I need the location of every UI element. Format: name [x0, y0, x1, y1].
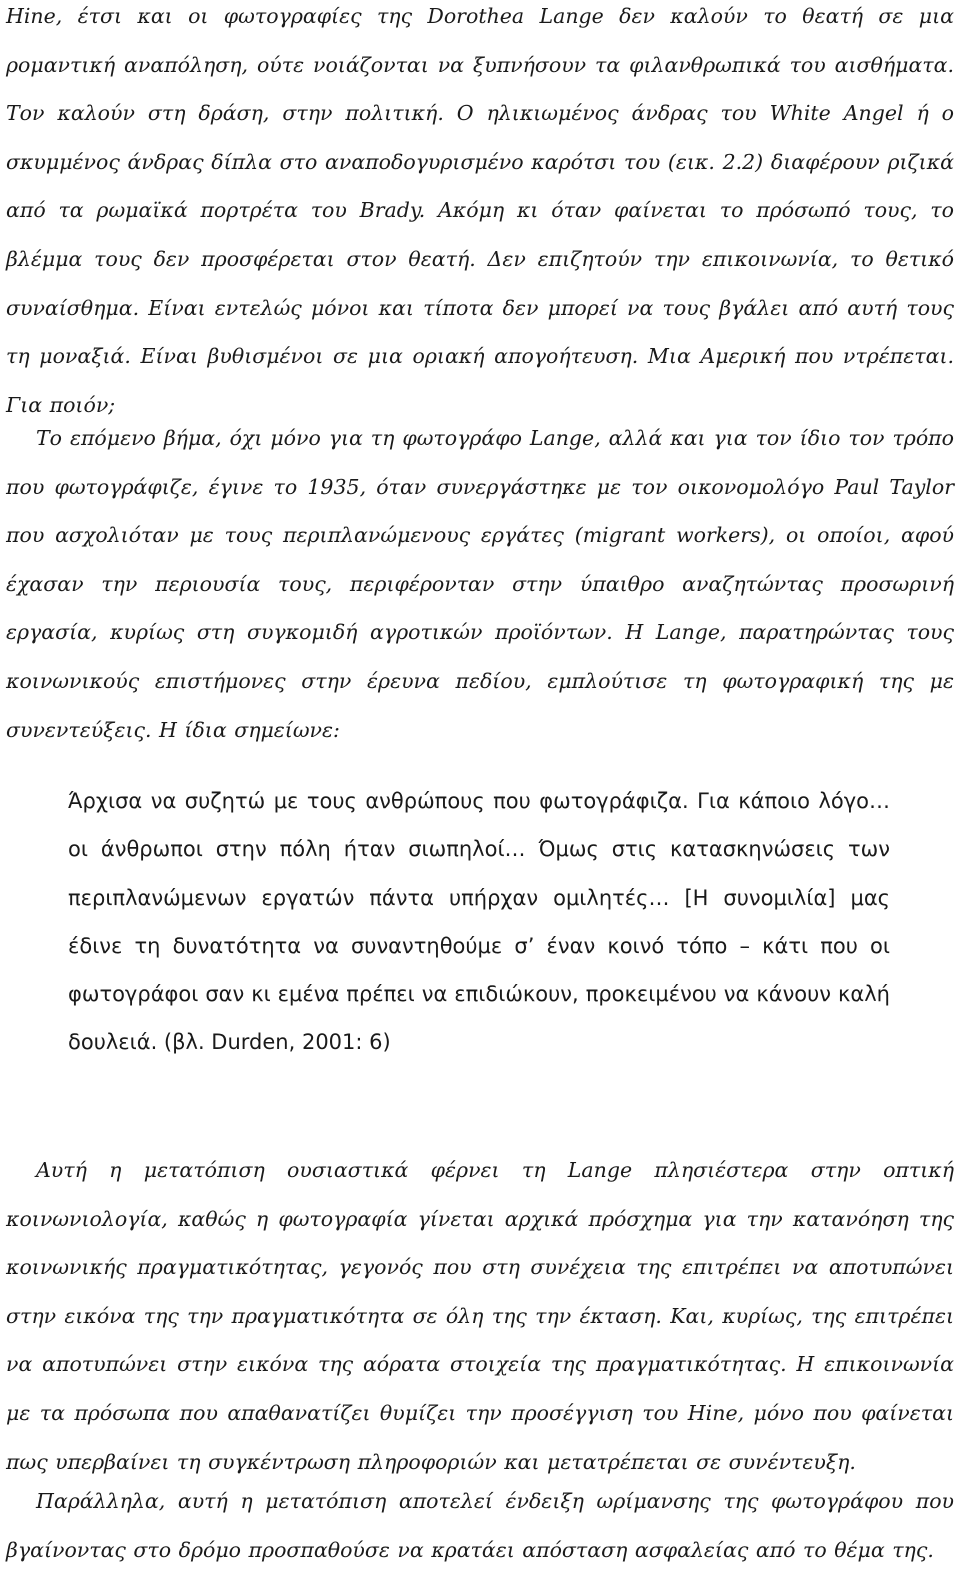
paragraph-hine-lange: Hine, έτσι και οι φωτογραφίες της Dorothea Lange δεν καλούν το θεατή σε μια ρομαντική αναπόληση, ούτε νοιάζονται να ξυπνήσουν τα φιλανθρωπικά του αισθήματα. Τον καλούν στη δράση, στην πολιτική. Ο ηλικιωμένος άνδρας του White Angel ή ο σκυμμένος άνδρας δίπλα στο αναποδογυρισμένο καρότσι του (εικ. 2.2) διαφέρουν ριζικά από τα ρωμαϊκά πορτρέτα του Brady. Ακόμη κι όταν φαίνεται το πρόσωπό τους, το βλέμμα τους δεν προσφέρεται στον θεατή. Δεν επιζητούν την επικοινωνία, το θετικό συναίσθημα. Είναι εντελώς μόνοι και τίποτα δεν μπορεί να τους βγάλει από αυτή τους τη μοναξιά. Είναι βυθισμένοι σε μια οριακή απογοήτευση. Μια Αμερική που ντρέπεται. Για ποιόν;: [6, 4, 954, 417]
paragraph-shift: Αυτή η μετατόπιση ουσιαστικά φέρνει τη Lange πλησιέστερα στην οπτική κοινωνιολογία, καθώς η φωτογραφία γίνεται αρχικά πρόσχημα για την κατανόηση της κοινωνικής πραγματικότητας, γεγονός που στη συνέχεια της επιτρέπει να αποτυπώνει στην εικόνα της την πραγματικότητα σε όλη της την έκταση. Και, κυρίως, της επιτρέπει να αποτυπώνει στην εικόνα της αόρατα στοιχεία της πραγματικότητας. Η επικοινωνία με τα πρόσωπα που απαθανατίζει θυμίζει την προσέγγιση του Hine, μόνο που φαίνεται πως υπερβαίνει τη συγκέντρωση πληροφοριών και μετατρέπεται σε συνέντευξη.: [6, 1158, 954, 1474]
paragraph-parallel: Παράλληλα, αυτή η μετατόπιση αποτελεί ένδειξη ωρίμανσης της φωτογράφου που βγαίνοντας στο δρόμο προσπαθούσε να κρατάει απόσταση ασφαλείας από το θέμα της.: [6, 1489, 954, 1562]
block-quote: Άρχισα να συζητώ με τους ανθρώπους που φωτογράφιζα. Για κάποιο λόγο… οι άνθρωποι στην πόλη ήταν σιωπηλοί… Όμως στις κατασκηνώσεις των περιπλανώμενων εργατών πάντα υπήρχαν ομιλητές… [Η συνομιλία] μας έδινε τη δυνατότητα να συναντηθούμε σ’ έναν κοινό τόπο – κάτι που οι φωτογράφοι σαν κι εμένα πρέπει να επιδιώκουν, προκειμένου να κάνουν καλή δουλειά. (βλ. Durden, 2001: 6): [68, 789, 890, 1055]
paragraph-next-step: Το επόμενο βήμα, όχι μόνο για τη φωτογράφο Lange, αλλά και για τον ίδιο τον τρόπο που φωτογράφιζε, έγινε το 1935, όταν συνεργάστηκε με τον οικονομολόγο Paul Taylor που ασχολιόταν με τους περιπλανώμενους εργάτες (migrant workers), οι οποίοι, αφού έχασαν την περιουσία τους, περιφέρονταν στην ύπαιθρο αναζητώντας προσωρινή εργασία, κυρίως στη συγκομιδή αγροτικών προϊόντων. Η Lange, παρατηρώντας τους κοινωνικούς επιστήμονες στην έρευνα πεδίου, εμπλούτισε τη φωτογραφική της με συνεντεύξεις. Η ίδια σημείωνε:: [6, 426, 954, 742]
